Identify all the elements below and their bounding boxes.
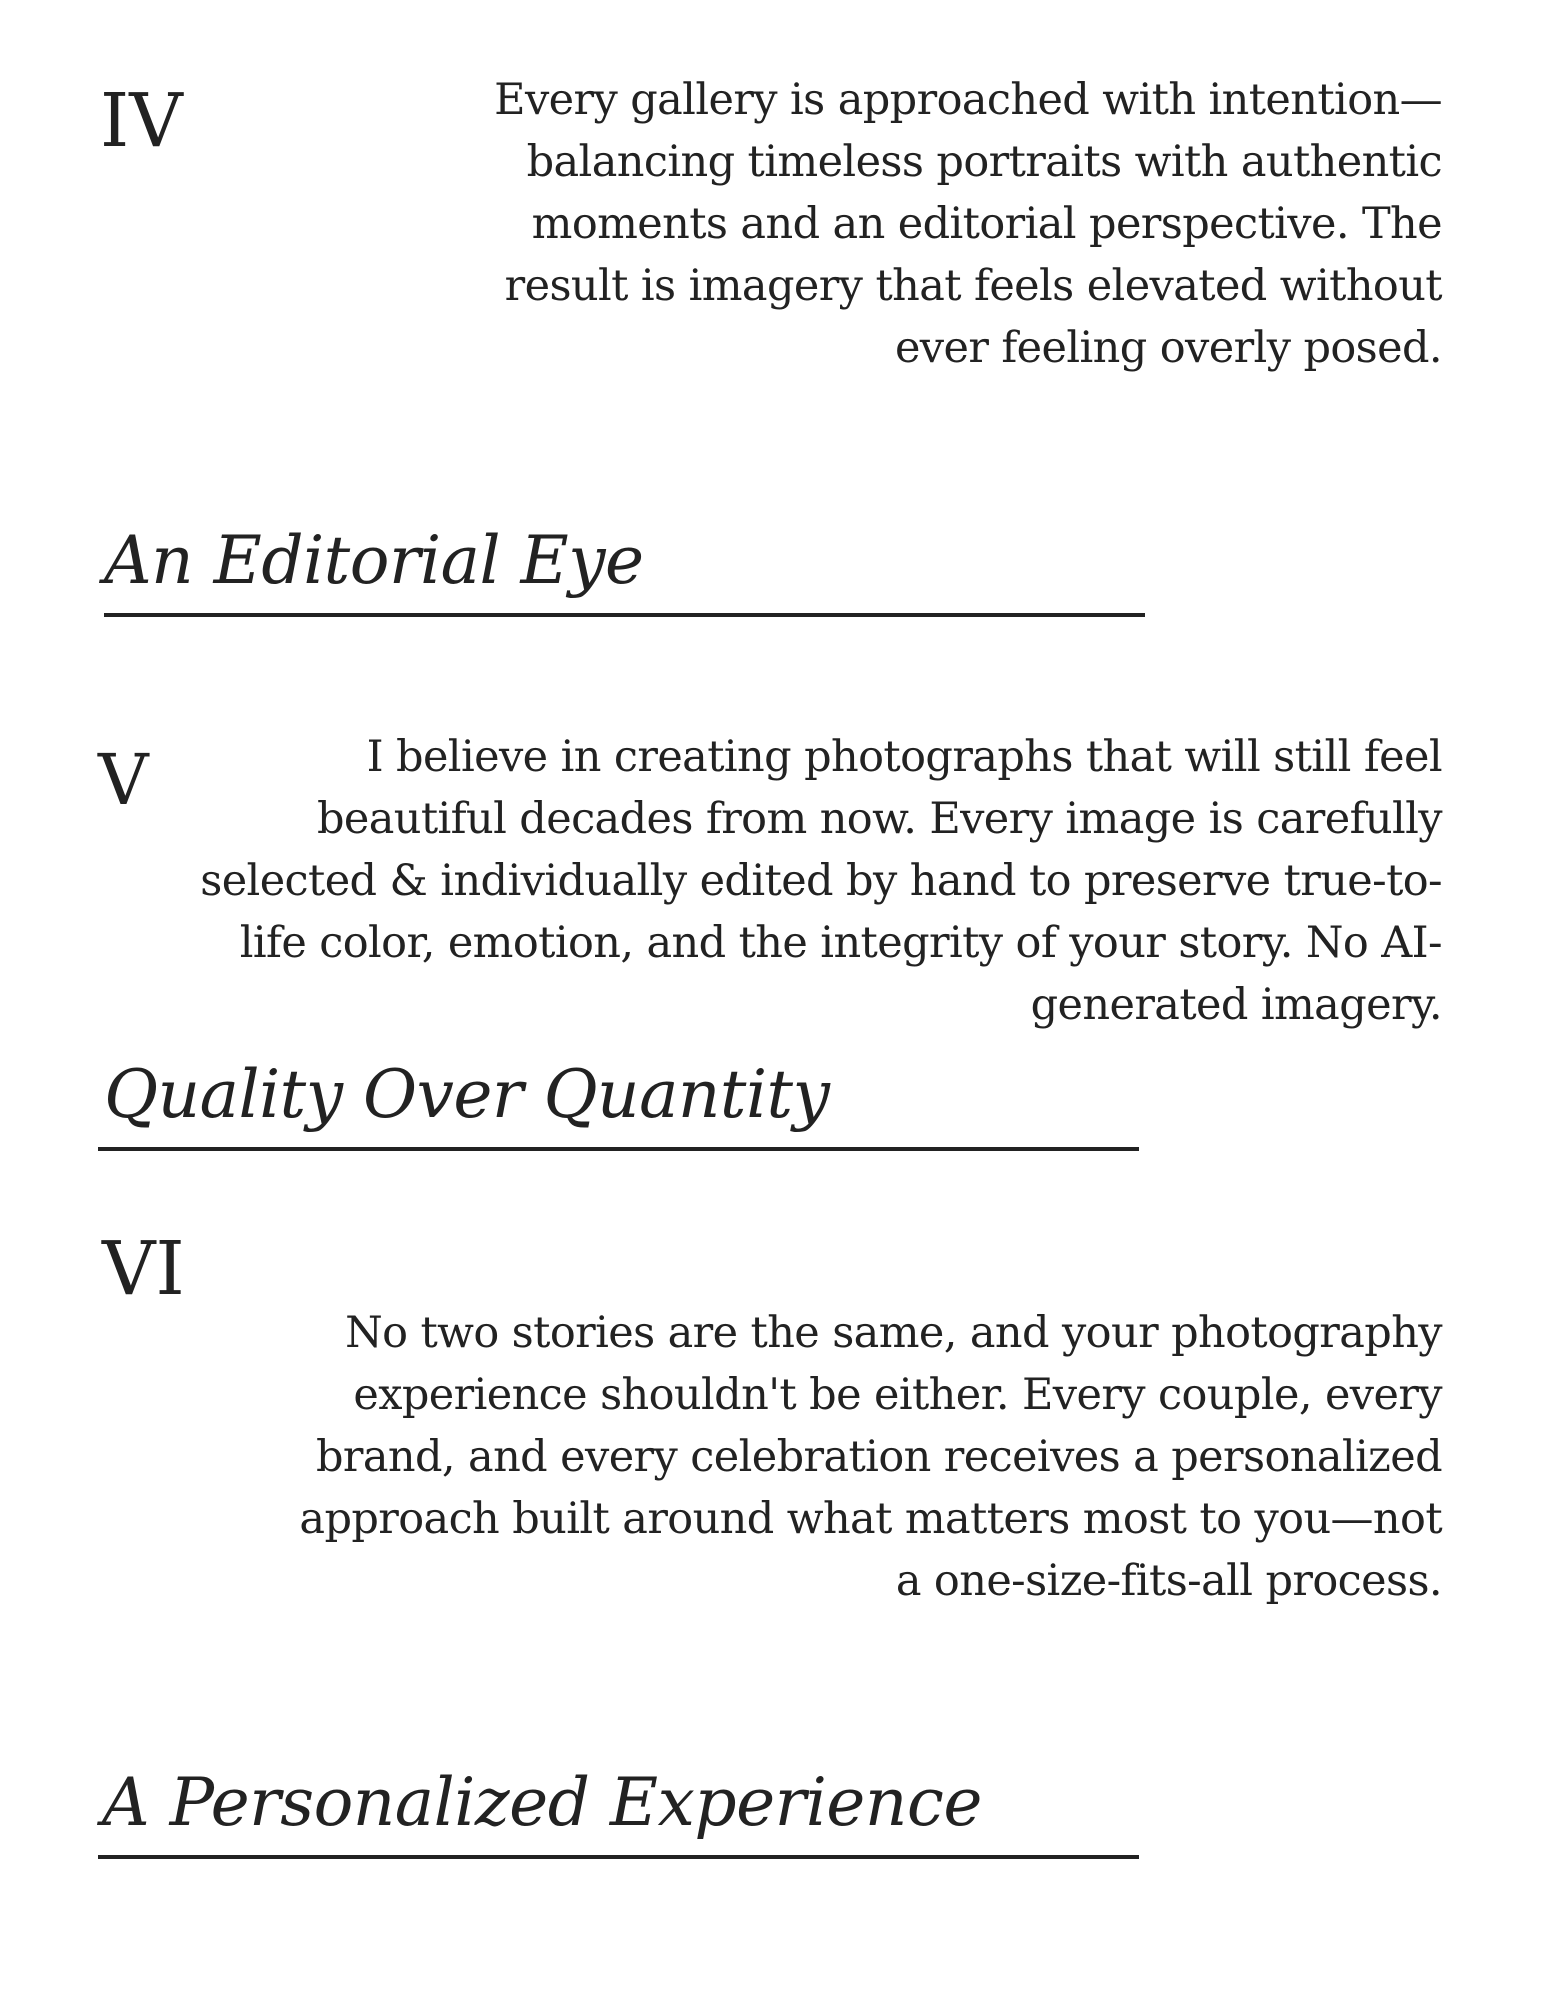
heading-underline bbox=[104, 613, 1145, 617]
paragraph-line: experience shouldn't be either. Every couple, every bbox=[353, 1370, 1442, 1420]
paragraph-line: Every gallery is approached with intention— bbox=[494, 75, 1442, 125]
section-numeral-iv: IV bbox=[100, 78, 183, 164]
section-vi-paragraph bbox=[299, 1302, 1442, 1612]
heading-underline bbox=[98, 1855, 1139, 1859]
section-numeral-v: V bbox=[98, 739, 149, 821]
paragraph-line: moments and an editorial perspective. The bbox=[531, 199, 1442, 249]
paragraph-line: approach built around what matters most to you—not bbox=[299, 1494, 1442, 1544]
paragraph-line: No two stories are the same, and your photography bbox=[345, 1308, 1442, 1358]
paragraph-line: brand, and every celebration receives a personalized bbox=[315, 1432, 1442, 1482]
paragraph-line: balancing timeless portraits with authentic bbox=[526, 137, 1442, 187]
section-numeral-vi: VI bbox=[102, 1226, 185, 1312]
paragraph-line: beautiful decades from now. Every image is carefully bbox=[316, 794, 1442, 844]
section-heading-quality-over-quantity: Quality Over Quantity bbox=[104, 1056, 830, 1133]
paragraph-line: generated imagery. bbox=[1030, 980, 1442, 1030]
paragraph-line: selected & individually edited by hand to preserve true-to- bbox=[200, 856, 1442, 906]
paragraph-line: a one-size-fits-all process. bbox=[895, 1556, 1442, 1606]
section-v-paragraph bbox=[200, 726, 1442, 1036]
section-iv-paragraph bbox=[494, 69, 1442, 379]
paragraph-line: ever feeling overly posed. bbox=[894, 323, 1442, 373]
paragraph-line: life color, emotion, and the integrity of your story. No AI- bbox=[239, 918, 1442, 968]
heading-underline bbox=[98, 1147, 1139, 1151]
section-heading-personalized-experience: A Personalized Experience bbox=[102, 1764, 982, 1841]
paragraph-line: result is imagery that feels elevated without bbox=[504, 261, 1442, 311]
section-heading-editorial-eye: An Editorial Eye bbox=[104, 522, 644, 599]
paragraph-line: I believe in creating photographs that will still feel bbox=[366, 732, 1442, 782]
